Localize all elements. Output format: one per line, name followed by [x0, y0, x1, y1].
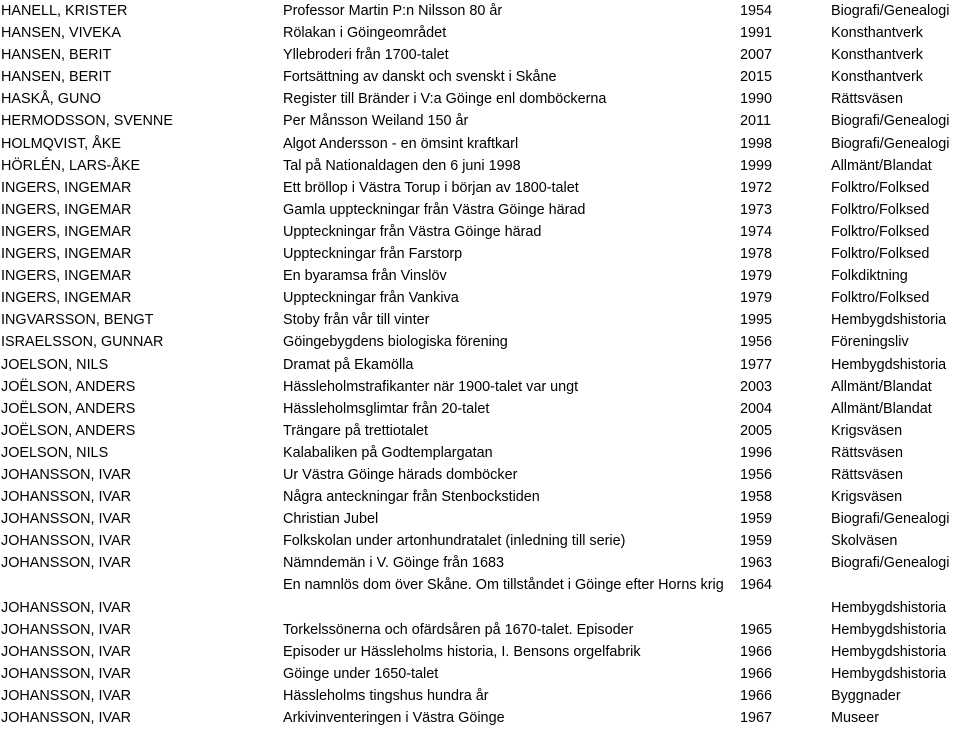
category-cell: Krigsväsen — [831, 422, 903, 439]
category-cell: Rättsväsen — [831, 466, 903, 483]
table-row — [0, 0, 960, 22]
author-cell: HANELL, KRISTER — [1, 3, 128, 19]
title-cell: Dramat på Ekamölla — [283, 356, 414, 373]
category-cell: Hembygdshistoria — [831, 356, 947, 373]
author-cell: JOËLSON, ANDERS — [1, 378, 136, 395]
title-cell: Göingebygdens biologiska förening — [283, 334, 508, 351]
category-cell: Föreningsliv — [831, 334, 909, 351]
year-cell: 2005 — [740, 422, 773, 439]
table-row — [0, 199, 960, 221]
table-row — [0, 707, 960, 729]
category-cell: Konsthantverk — [831, 25, 923, 42]
year-cell: 1990 — [740, 91, 773, 108]
title-cell: Tal på Nationaldagen den 6 juni 1998 — [283, 157, 521, 174]
year-cell: 2004 — [740, 400, 773, 417]
category-cell: Allmänt/Blandat — [831, 157, 932, 174]
title-cell: Kalabaliken på Godtemplargatan — [283, 444, 493, 461]
category-cell: Folktro/Folksed — [831, 290, 930, 307]
author-cell: INGERS, INGEMAR — [1, 223, 132, 240]
year-cell: 1995 — [740, 312, 773, 329]
table-row — [0, 155, 960, 177]
year-cell: 2003 — [740, 378, 773, 395]
author-cell: INGERS, INGEMAR — [1, 290, 132, 307]
year-cell: 1966 — [740, 665, 773, 682]
author-cell: HANSEN, BERIT — [1, 47, 112, 64]
table-row — [0, 619, 960, 641]
table-row — [0, 221, 960, 243]
author-cell: HANSEN, VIVEKA — [1, 25, 121, 42]
author-cell: INGERS, INGEMAR — [1, 268, 132, 285]
year-cell: 1963 — [740, 555, 773, 572]
year-cell: 1967 — [740, 710, 773, 726]
table-row — [0, 309, 960, 331]
table-row — [0, 398, 960, 420]
category-cell: Allmänt/Blandat — [831, 378, 932, 395]
author-cell: INGERS, INGEMAR — [1, 179, 132, 196]
table-row — [0, 508, 960, 530]
table-row — [0, 110, 960, 132]
category-cell: Skolväsen — [831, 533, 898, 550]
year-cell: 1956 — [740, 334, 773, 351]
year-cell: 1959 — [740, 533, 773, 550]
category-cell: Hembygdshistoria — [831, 599, 947, 616]
author-cell: JOELSON, NILS — [1, 444, 109, 461]
year-cell: 1979 — [740, 268, 773, 285]
author-cell: ISRAELSSON, GUNNAR — [1, 334, 164, 351]
author-cell: JOHANSSON, IVAR — [1, 710, 132, 726]
author-cell: JOHANSSON, IVAR — [1, 687, 132, 704]
author-cell: JOHANSSON, IVAR — [1, 489, 132, 506]
category-cell: Biografi/Genealogi — [831, 3, 950, 19]
title-cell: Arkivinventeringen i Västra Göinge — [283, 710, 505, 726]
table-row — [0, 265, 960, 287]
table-row — [0, 354, 960, 376]
author-cell: HASKÅ, GUNO — [1, 91, 101, 108]
year-cell: 1974 — [740, 223, 773, 240]
table-row — [0, 243, 960, 265]
year-cell: 1973 — [740, 201, 773, 218]
title-cell: Några anteckningar från Stenbockstiden — [283, 489, 540, 506]
year-cell: 1972 — [740, 179, 773, 196]
author-cell: JOHANSSON, IVAR — [1, 621, 132, 638]
title-cell: Episoder ur Hässleholms historia, I. Bensons orgelfabrik — [283, 643, 641, 660]
title-cell: En byaramsa från Vinslöv — [283, 268, 447, 285]
table-row — [0, 133, 960, 155]
year-cell: 1966 — [740, 643, 773, 660]
year-cell: 1979 — [740, 290, 773, 307]
table-row — [0, 88, 960, 110]
year-cell: 1954 — [740, 3, 773, 19]
category-cell: Folktro/Folksed — [831, 201, 930, 218]
year-cell: 1999 — [740, 157, 773, 174]
category-cell: Byggnader — [831, 687, 901, 704]
table-row — [0, 420, 960, 442]
category-cell: Biografi/Genealogi — [831, 113, 950, 130]
year-cell: 2011 — [740, 113, 771, 130]
table-row — [0, 376, 960, 398]
year-cell: 1998 — [740, 135, 773, 152]
title-cell: Algot Andersson - en ömsint kraftkarl — [283, 135, 519, 152]
title-cell: Register till Bränder i V:a Göinge enl domböckerna — [283, 91, 607, 108]
category-cell: Rättsväsen — [831, 91, 903, 108]
year-cell: 1964 — [740, 577, 773, 594]
category-cell: Folkdiktning — [831, 268, 908, 285]
title-cell: Christian Jubel — [283, 511, 379, 528]
table-row — [0, 685, 960, 707]
year-cell: 1966 — [740, 687, 773, 704]
table-row — [0, 287, 960, 309]
author-cell: JOELSON, NILS — [1, 356, 109, 373]
title-cell: Göinge under 1650-talet — [283, 665, 439, 682]
year-cell: 2007 — [740, 47, 773, 64]
category-cell: Hembygdshistoria — [831, 665, 947, 682]
category-cell: Folktro/Folksed — [831, 223, 930, 240]
category-cell: Hembygdshistoria — [831, 312, 947, 329]
author-cell: HÖRLÉN, LARS-ÅKE — [1, 157, 141, 174]
category-cell: Allmänt/Blandat — [831, 400, 932, 417]
category-cell: Rättsväsen — [831, 444, 903, 461]
author-cell: INGERS, INGEMAR — [1, 246, 132, 263]
year-cell: 1959 — [740, 511, 773, 528]
year-cell: 1991 — [740, 25, 773, 42]
title-cell: Ur Västra Göinge härads domböcker — [283, 466, 518, 483]
table-row — [0, 486, 960, 508]
category-cell: Museer — [831, 710, 879, 726]
table-row — [0, 464, 960, 486]
title-cell: Gamla uppteckningar från Västra Göinge härad — [283, 201, 586, 218]
category-cell: Folktro/Folksed — [831, 246, 930, 263]
category-cell: Hembygdshistoria — [831, 621, 947, 638]
table-row — [0, 22, 960, 44]
category-cell: Biografi/Genealogi — [831, 555, 950, 572]
author-cell: JOHANSSON, IVAR — [1, 511, 132, 528]
table-row — [0, 552, 960, 574]
year-cell: 1977 — [740, 356, 773, 373]
title-cell: Ett bröllop i Västra Torup i början av 1800-talet — [283, 179, 579, 196]
author-cell: JOHANSSON, IVAR — [1, 466, 132, 483]
category-cell: Konsthantverk — [831, 47, 923, 64]
title-cell: Hässleholmsglimtar från 20-talet — [283, 400, 490, 417]
category-cell: Biografi/Genealogi — [831, 135, 950, 152]
author-cell: INGVARSSON, BENGT — [1, 312, 154, 329]
author-cell: JOËLSON, ANDERS — [1, 422, 136, 439]
title-cell: Uppteckningar från Vankiva — [283, 290, 459, 307]
year-cell: 1958 — [740, 489, 773, 506]
title-cell: Trängare på trettiotalet — [283, 422, 429, 439]
author-cell: JOHANSSON, IVAR — [1, 665, 132, 682]
table-row — [0, 442, 960, 464]
year-cell: 1978 — [740, 246, 773, 263]
table-row — [0, 530, 960, 552]
title-cell: Stoby från vår till vinter — [283, 312, 430, 329]
category-cell: Hembygdshistoria — [831, 643, 947, 660]
title-cell: Nämndemän i V. Göinge från 1683 — [283, 555, 505, 572]
table-row — [0, 177, 960, 199]
title-cell: Yllebroderi från 1700-talet — [283, 47, 449, 64]
table-row — [0, 44, 960, 66]
title-cell: En namnlös dom över Skåne. Om tillståndet i Göinge efter Horns krig — [283, 577, 724, 594]
category-cell: Folktro/Folksed — [831, 179, 930, 196]
author-cell: HANSEN, BERIT — [1, 69, 112, 86]
category-cell: Biografi/Genealogi — [831, 511, 950, 528]
title-cell: Uppteckningar från Västra Göinge härad — [283, 223, 542, 240]
title-cell: Uppteckningar från Farstorp — [283, 246, 463, 263]
title-cell: Folkskolan under artonhundratalet (inledning till serie) — [283, 533, 626, 550]
author-cell: HERMODSSON, SVENNE — [1, 113, 173, 130]
table-row — [0, 331, 960, 353]
author-cell: JOHANSSON, IVAR — [1, 599, 132, 616]
author-cell: JOHANSSON, IVAR — [1, 533, 132, 550]
table-row — [0, 574, 960, 618]
author-cell: HOLMQVIST, ÅKE — [1, 135, 121, 152]
title-cell: Professor Martin P:n Nilsson 80 år — [283, 3, 503, 19]
year-cell: 2015 — [740, 69, 773, 86]
year-cell: 1965 — [740, 621, 773, 638]
table-row — [0, 663, 960, 685]
title-cell: Hässleholmstrafikanter när 1900-talet var ungt — [283, 378, 579, 395]
author-cell: JOHANSSON, IVAR — [1, 643, 132, 660]
title-cell: Rölakan i Göingeområdet — [283, 25, 447, 42]
year-cell: 1996 — [740, 444, 773, 461]
table-row — [0, 66, 960, 88]
author-cell: INGERS, INGEMAR — [1, 201, 132, 218]
author-cell: JOËLSON, ANDERS — [1, 400, 136, 417]
category-cell: Krigsväsen — [831, 489, 903, 506]
title-cell: Fortsättning av danskt och svenskt i Skåne — [283, 69, 557, 86]
title-cell: Torkelssönerna och ofärdsåren på 1670-talet. Episoder — [283, 621, 634, 638]
table-row — [0, 641, 960, 663]
title-cell: Per Månsson Weiland 150 år — [283, 113, 469, 130]
title-cell: Hässleholms tingshus hundra år — [283, 687, 489, 704]
year-cell: 1956 — [740, 466, 773, 483]
author-cell: JOHANSSON, IVAR — [1, 555, 132, 572]
category-cell: Konsthantverk — [831, 69, 923, 86]
